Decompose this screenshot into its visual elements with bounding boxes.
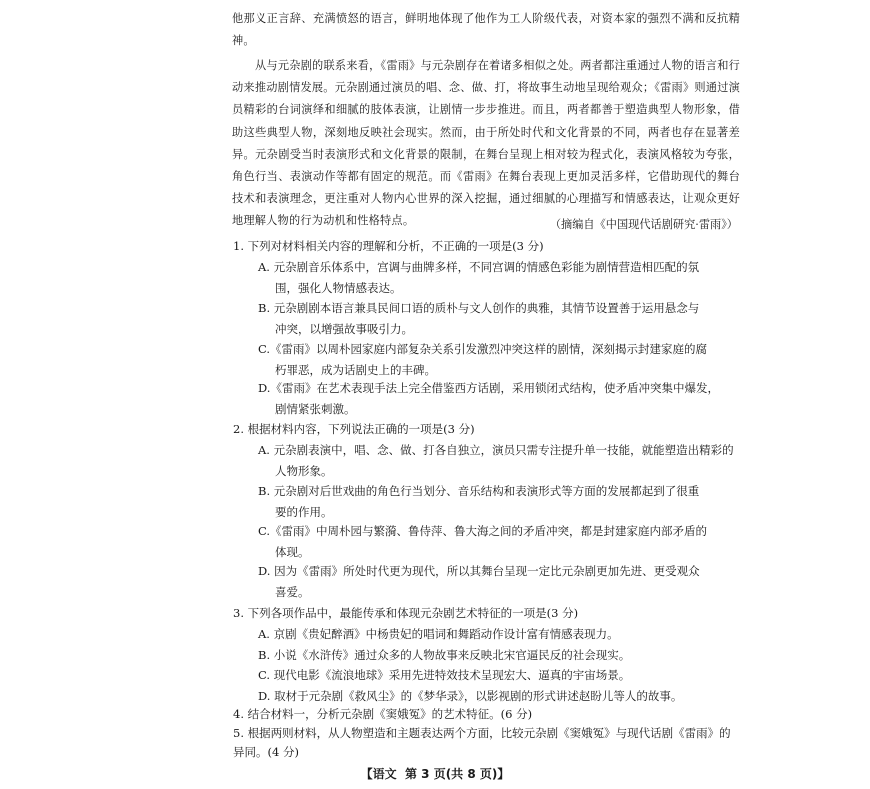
question-3-option-c: C. 现代电影《流浪地球》采用先进特效技术呈现宏大、逼真的宇宙场景。: [258, 668, 631, 682]
question-3-stem: 3. 下列各项作品中，最能传承和体现元杂剧艺术特征的一项是(3 分): [233, 606, 579, 620]
question-2-option-a: A. 元杂剧表演中，唱、念、做、打各自独立，演员只需专注提升单一技能，就能塑造出精彩的 人物形象。: [258, 443, 734, 478]
passage-fragment: 他那义正言辞、充满愤怒的语言，鲜明地体现了他作为工人阶级代表，对资本家的强烈不满和反抗精神。: [232, 12, 740, 48]
question-1-stem: 1. 下列对材料相关内容的理解和分析，不正确的一项是(3 分): [233, 239, 544, 253]
page-footer: [0, 766, 870, 782]
question-3-option-b: B. 小说《水浒传》通过众多的人物故事来反映北宋官逼民反的社会现实。: [258, 648, 631, 662]
footer-page-number: 第 3 页(共 8 页)】: [404, 767, 510, 781]
footer-subject: 【语文: [360, 767, 397, 781]
question-2-option-c: C.《雷雨》中周朴园与繁漪、鲁侍萍、鲁大海之间的矛盾冲突，都是封建家庭内部矛盾的 体现。: [258, 524, 708, 559]
question-1-option-c: C.《雷雨》以周朴园家庭内部复杂关系引发激烈冲突这样的剧情，深刻揭示封建家庭的腐 朽罪恶，成为话剧史上的丰碑。: [258, 342, 708, 377]
question-2-option-b: B. 元杂剧对后世戏曲的角色行当划分、音乐结构和表演形式等方面的发展都起到了很重 要的作用。: [258, 484, 700, 519]
question-1-option-d: D.《雷雨》在艺术表现手法上完全借鉴西方话剧，采用锁闭式结构，使矛盾冲突集中爆发， 剧情紧张刺激。: [258, 381, 719, 416]
question-1-option-b: B. 元杂剧剧本语言兼具民间口语的质朴与文人创作的典雅，其情节设置善于运用悬念与 冲突，以增强故事吸引力。: [258, 301, 700, 336]
question-5-stem: 5. 根据两则材料，从人物塑造和主题表达两个方面，比较元杂剧《窦娥冤》与现代话剧《雷雨》的异同。(4 分): [233, 726, 731, 759]
passage-paragraph: 从与元杂剧的联系来看，《雷雨》与元杂剧存在着诸多相似之处。两者都注重通过人物的语言和行动来推动剧情发展。元杂剧通过演员的唱、念、做、打，将故事生动地呈现给观众；《雷雨》则通过演员精彩的台词演绎和细腻的肢体表演，让剧情一步步推进。而且，两者都善于塑造典型人物形象，借助这些典型人物，深刻地反映社会现实。然而，由于所处时代和文化背景的不同，两者也存在显著差异。元杂剧受当时表演形式和文化背景的限制，在舞台呈现上相对较为程式化，表演风格较为夸张，角色行当、表演动作等都有固定的规范。而《雷雨》在舞台表现上更加灵活多样，它借助现代的舞台技术和表演理念，更注重对人物内心世界的深入挖掘，通过细腻的心理描写和情感表达，让观众更好地理解人物的行为动机和性格特点。: [232, 59, 740, 228]
question-3-option-d: D. 取材于元杂剧《救风尘》的《梦华录》，以影视剧的形式讲述赵盼儿等人的故事。: [258, 689, 683, 703]
question-1-option-a: A. 元杂剧音乐体系中，宫调与曲牌多样，不同宫调的情感色彩能为剧情营造相匹配的氛 围，强化人物情感表达。: [258, 260, 700, 295]
question-2-option-d: D. 因为《雷雨》所处时代更为现代，所以其舞台呈现一定比元杂剧更加先进、更受观众 喜爱。: [258, 564, 700, 599]
passage-source: （摘编自《中国现代话剧研究·雷雨》）: [549, 218, 738, 231]
question-2-stem: 2. 根据材料内容，下列说法正确的一项是(3 分): [233, 422, 475, 436]
question-3-option-a: A. 京剧《贵妃醉酒》中杨贵妃的唱词和舞蹈动作设计富有情感表现力。: [258, 627, 619, 641]
question-4-stem: 4. 结合材料一，分析元杂剧《窦娥冤》的艺术特征。(6 分): [233, 707, 533, 721]
